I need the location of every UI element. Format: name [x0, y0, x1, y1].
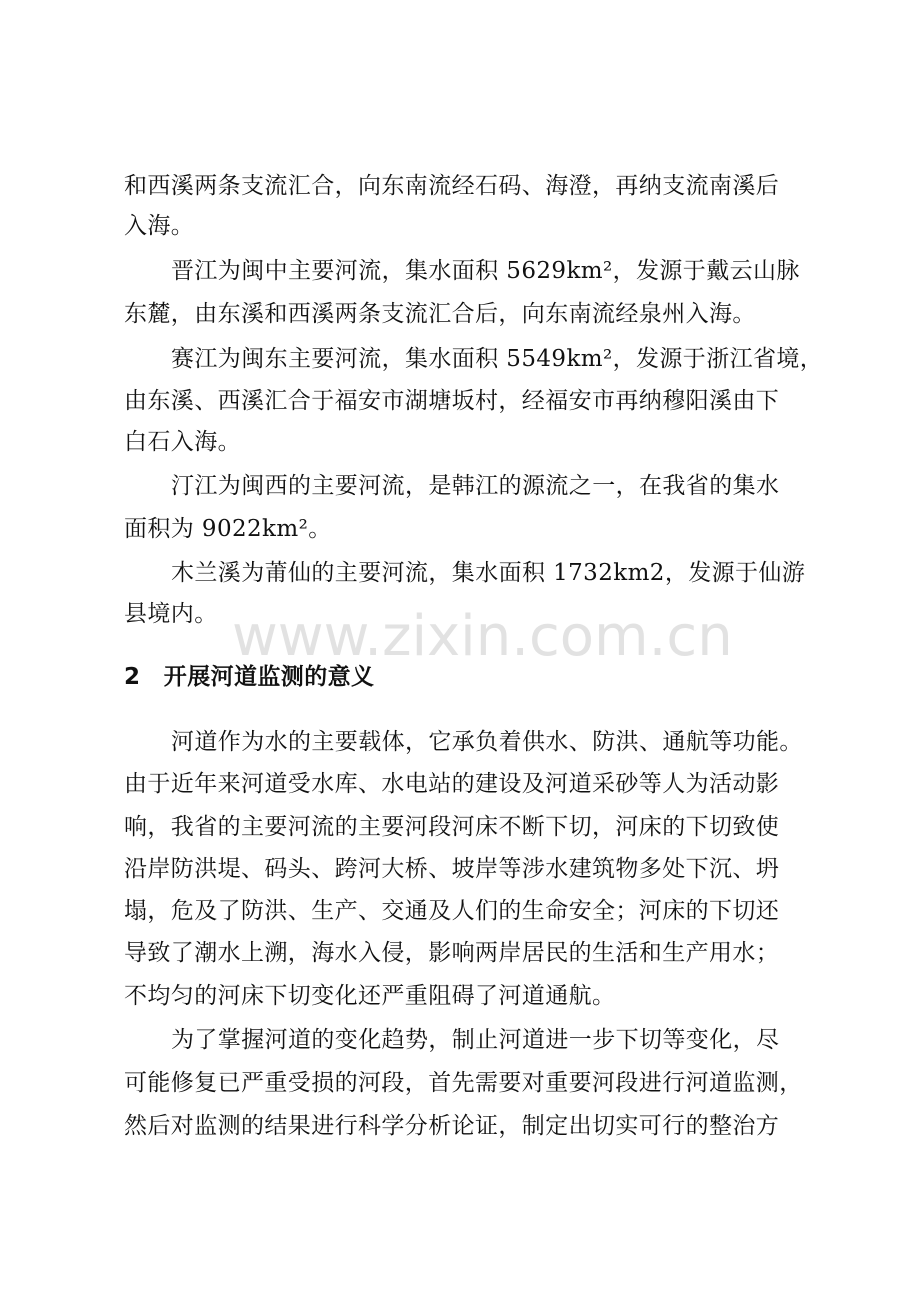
text-line: [0, 807, 920, 847]
text-line: [0, 422, 920, 462]
text-line: [0, 339, 920, 379]
text-line: [0, 849, 920, 889]
text-line: [0, 594, 920, 634]
text-line: [0, 976, 920, 1016]
paragraph-text: 白石入海。: [124, 429, 241, 455]
text-line: [0, 764, 920, 804]
watermark: www.zixin.com.cn: [232, 604, 733, 669]
text-line: [0, 891, 920, 931]
paragraph-text: 县境内。: [124, 601, 218, 627]
paragraph-text: 赛江为闽东主要河流，集水面积 5549km²，发源于浙江省境，: [171, 346, 824, 372]
text-line: [0, 294, 920, 334]
paragraph-text: 木兰溪为莆仙的主要河流，集水面积 1732km2，发源于仙游: [171, 560, 806, 586]
text-line: [0, 933, 920, 973]
paragraph-text: 入海。: [124, 213, 195, 239]
paragraph-text: 汀江为闽西的主要河流，是韩江的源流之一，在我省的集水: [171, 473, 780, 499]
text-line: [0, 381, 920, 421]
section-heading-text: 2 开展河道监测的意义: [124, 664, 375, 690]
text-line: [0, 206, 920, 246]
paragraph-text: 河道作为水的主要载体，它承负着供水、防洪、通航等功能。: [171, 729, 803, 755]
text-line: [0, 553, 920, 593]
section-heading: [0, 657, 920, 697]
text-line: [0, 466, 920, 506]
paragraph-text: 可能修复已严重受损的河段，首先需要对重要河段进行河道监测，: [124, 1070, 803, 1096]
paragraph-text: 晋江为闽中主要河流，集水面积 5629km²，发源于戴云山脉: [171, 258, 800, 284]
paragraph-text: 响，我省的主要河流的主要河段河床不断下切，河床的下切致使: [124, 814, 780, 840]
paragraph-text: 东麓，由东溪和西溪两条支流汇合后，向东南流经泉州入海。: [124, 301, 756, 327]
paragraph-text: 为了掌握河道的变化趋势，制止河道进一步下切等变化，尽: [171, 1027, 780, 1053]
text-line: [0, 166, 920, 206]
paragraph-text: 塌，危及了防洪、生产、交通及人们的生命安全；河床的下切还: [124, 898, 780, 924]
paragraph-text: 面积为 9022km²。: [124, 516, 332, 542]
text-line: [0, 1063, 920, 1103]
text-line: [0, 1020, 920, 1060]
paragraph-text: 由于近年来河道受水库、水电站的建设及河道采砂等人为活动影: [124, 771, 780, 797]
text-line: [0, 509, 920, 549]
text-line: [0, 251, 920, 291]
paragraph-text: 然后对监测的结果进行科学分析论证，制定出切实可行的整治方: [124, 1113, 780, 1139]
paragraph-text: 导致了潮水上溯，海水入侵，影响两岸居民的生活和生产用水；: [124, 940, 780, 966]
paragraph-text: 不均匀的河床下切变化还严重阻碍了河道通航。: [124, 983, 616, 1009]
paragraph-text: 沿岸防洪堤、码头、跨河大桥、坡岸等涉水建筑物多处下沉、坍: [124, 856, 780, 882]
text-line: [0, 722, 920, 762]
text-line: [0, 1106, 920, 1146]
paragraph-text: 和西溪两条支流汇合，向东南流经石码、海澄，再纳支流南溪后: [124, 173, 780, 199]
paragraph-text: 由东溪、西溪汇合于福安市湖塘坂村，经福安市再纳穆阳溪由下: [124, 388, 780, 414]
